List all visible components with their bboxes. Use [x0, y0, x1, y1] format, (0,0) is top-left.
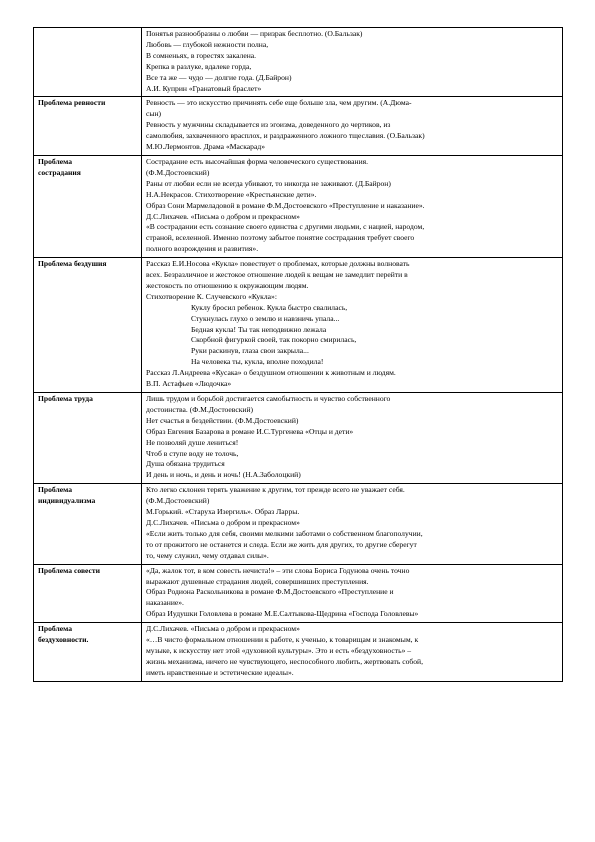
- problem-title-cell: [34, 393, 142, 484]
- problem-title-cell: [34, 484, 142, 564]
- example-text-line: Руки раскинув, глаза свои закрыла...: [191, 346, 309, 356]
- table-row: [34, 97, 563, 156]
- problem-title-line: Проблема труда: [38, 394, 93, 403]
- problem-title-line: Проблема ревности: [38, 98, 106, 108]
- example-text-line: Н.А.Некрасов. Стихотворение «Крестьянские дети».: [146, 189, 317, 199]
- example-text-cell: [142, 155, 563, 257]
- example-text-line: Душа обязана трудиться: [146, 459, 225, 469]
- example-text-cell: [142, 564, 563, 623]
- problem-title-cell: [34, 564, 142, 623]
- example-text-line: (Ф.М.Достоевский): [146, 496, 210, 506]
- example-text-line: Чтоб в ступе воду не толочь,: [146, 448, 239, 458]
- table-row: [34, 393, 563, 484]
- problem-title-line: Проблема совести: [38, 565, 100, 575]
- table-body: [34, 28, 563, 682]
- example-text-line: Д.С.Лихачев. «Письма о добром и прекрасном»: [146, 517, 300, 527]
- example-text-line: Все та же — чудо — долгие года. (Д.Байрон): [146, 72, 292, 82]
- example-text-line: «Если жить только для себя, своими мелкими заботами о собственном благополучии,: [146, 528, 423, 538]
- problem-title-cell: [34, 155, 142, 257]
- literature-problems-table: [33, 27, 563, 682]
- example-text-line: Рассказ Е.И.Носова «Кукла» повествует о проблемах, которые должны волновать: [146, 259, 410, 269]
- example-text-line: Куклу бросил ребенок. Кукла быстро свалилась,: [191, 302, 348, 312]
- example-text-line: Любовь — глубокой нежности полна,: [146, 39, 269, 49]
- problem-title-line: индивидуализма: [38, 496, 96, 506]
- example-text-line: Скорбной фигуркой своей, так покорно смирилась,: [191, 335, 357, 345]
- example-text-line: На человека ты, кукла, вполне походила!: [191, 357, 324, 367]
- example-text-line: иметь нравственные и эстетические идеалы».: [146, 667, 294, 677]
- table-row: [34, 155, 563, 257]
- example-text-cell: [142, 484, 563, 564]
- problem-title-line: Проблема: [38, 485, 73, 495]
- example-text-line: музыке, к искусству нет этой «духовной культуры». Это и есть «бездуховность» –: [146, 645, 412, 655]
- example-text-line: Образ Евгения Базарова в романе И.С.Тургенева «Отцы и дети»: [146, 426, 354, 436]
- example-text-line: Лишь трудом и борьбой достигается самобытность и чувство собственного: [146, 394, 391, 403]
- problem-title-cell: [34, 623, 142, 682]
- example-text-line: выражают душевные страдания людей, совершивших преступления.: [146, 576, 369, 586]
- example-text-line: то от прожитого не останется и следа. Если же жить для других, то другие сберегут: [146, 539, 417, 549]
- example-text-line: Д.С.Лихачев. «Письма о добром и прекрасном»: [146, 624, 300, 634]
- example-text-line: Стукнулась глухо о землю и навзничь упала...: [191, 313, 340, 323]
- example-text-line: жестокость по отношению к окружающим людям.: [146, 280, 309, 290]
- example-text-line: Образ Иудушки Головлева в романе М.Е.Салтыкова-Щедрина «Господа Головлевы»: [146, 609, 419, 619]
- example-text-line: М.Горький. «Старуха Изергиль». Образ Ларры.: [146, 507, 300, 517]
- example-text-line: Ревность у мужчины складывается из эгоизма, доведенного до чертиков, из: [146, 120, 391, 130]
- example-text-line: самолюбия, захваченного врасплох, и раздраженного ложного тщеславия. (О.Бальзак): [146, 131, 425, 141]
- example-text-line: «В сострадании есть сознание своего единства с другими людьми, с нацией, народом,: [146, 222, 425, 232]
- table-row: [34, 28, 563, 97]
- example-text-line: Крепка в разлуке, вдалеке горда,: [146, 61, 252, 71]
- problem-title-cell: [34, 97, 142, 156]
- example-text-line: наказание».: [146, 598, 184, 608]
- example-text-line: Сострадание есть высочайшая форма человеческого существования.: [146, 156, 369, 166]
- problem-title-line: Проблема: [38, 156, 73, 166]
- example-text-cell: [142, 623, 563, 682]
- example-text-line: Нет счастья в бездействии. (Ф.М.Достоевский): [146, 415, 299, 425]
- example-text-line: Д.С.Лихачев. «Письма о добром и прекрасном»: [146, 211, 300, 221]
- example-text-line: Образ Сони Мармеладовой в романе Ф.М.Достоевского «Преступление и наказание».: [146, 200, 425, 210]
- example-text-cell: [142, 97, 563, 156]
- example-text-line: Не позволяй душе лениться!: [146, 437, 239, 447]
- example-text-line: сын): [146, 109, 162, 119]
- example-text-cell: [142, 258, 563, 393]
- example-text-line: А.И. Куприн «Гранатовый браслет»: [146, 83, 262, 93]
- example-text-line: Кто легко склонен терять уважение к другим, тот прежде всего не уважает себя.: [146, 485, 405, 495]
- example-text-line: жизнь механизма, ничего не чувствующего, неспособного любить, жертвовать собой,: [146, 656, 423, 666]
- example-text-line: М.Ю.Лермонтов. Драма «Маскарад»: [146, 142, 266, 152]
- example-text-cell: [142, 393, 563, 484]
- example-text-line: Раны от любви если не всегда убивают, то никогда не заживают. (Д.Байрон): [146, 178, 391, 188]
- problem-title-line: Проблема бездушия: [38, 259, 107, 269]
- example-text-line: страной, вселенной. Именно поэтому забытое понятие сострадания требует своего: [146, 233, 415, 243]
- example-text-line: Образ Родиона Раскольникова в романе Ф.М.Достоевского «Преступление и: [146, 587, 394, 597]
- example-text-line: Ревность — это искусство причинять себе еще больше зла, чем другим. (А.Дюма-: [146, 98, 412, 108]
- problem-title-cell: [34, 258, 142, 393]
- example-text-line: В.П. Астафьев «Людочка»: [146, 379, 232, 389]
- example-text-line: (Ф.М.Достоевский): [146, 167, 210, 177]
- problem-title-cell: [34, 28, 142, 97]
- example-text-line: достоинства. (Ф.М.Достоевский): [146, 404, 254, 414]
- example-text-line: то, чему служил, чему отдавал силы».: [146, 550, 269, 560]
- example-text-line: «…В чисто формальном отношении к работе, к ученью, к товарищам и знакомым, к: [146, 635, 419, 645]
- example-text-line: В сомненьях, в горестях закалена.: [146, 50, 257, 60]
- example-text-line: Рассказ Л.Андреева «Кусака» о бездушном отношении к животным и людям.: [146, 368, 396, 378]
- problem-title-line: сострадания: [38, 167, 81, 177]
- table-row: [34, 623, 563, 682]
- example-text-line: Бедная кукла! Ты так неподвижно лежала: [191, 324, 327, 334]
- example-text-line: Стихотворение К. Случевского «Кукла»:: [146, 291, 277, 301]
- example-text-cell: [142, 28, 563, 97]
- table-row: [34, 484, 563, 564]
- example-text-line: всех. Безразличное и жестокое отношение людей к вещам не замедлит перейти в: [146, 270, 408, 280]
- example-text-line: И день и ночь, и день и ночь! (Н.А.Заболоцкий): [146, 470, 301, 480]
- example-text-line: Понятья разнообразны о любви — призрак бесплотно. (О.Бальзак): [146, 29, 363, 38]
- example-text-line: «Да, жалок тот, в ком совесть нечиста!» – эти слова Бориса Годунова очень точно: [146, 565, 410, 575]
- problem-title-line: бездуховности.: [38, 635, 89, 645]
- example-text-line: полного возрождения и развития».: [146, 244, 259, 254]
- table-row: [34, 564, 563, 623]
- table-row: [34, 258, 563, 393]
- problem-title-line: Проблема: [38, 624, 73, 634]
